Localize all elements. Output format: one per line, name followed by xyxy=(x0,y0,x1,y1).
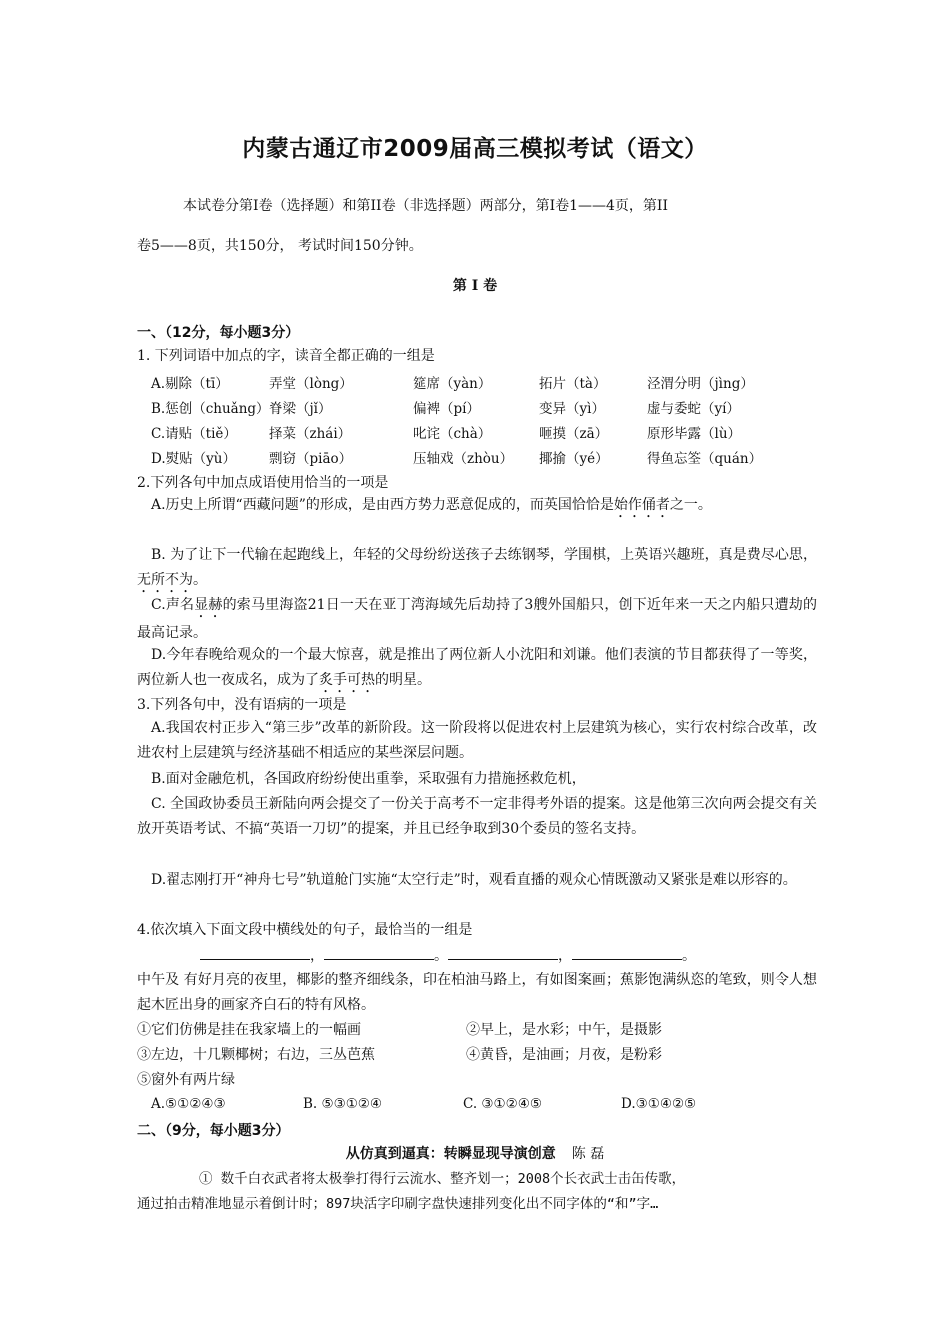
q4-choice-4: ④黄昏，是油画；月夜，是粉彩 xyxy=(466,1047,662,1063)
q3-stem: 3.下列各句中，没有语病的一项是 xyxy=(137,697,347,713)
q2-option-a xyxy=(137,493,817,521)
q1-c-word-3: 叱诧（chà） xyxy=(413,426,492,442)
q4-option-d: D.③①④②⑤ xyxy=(621,1096,697,1112)
q4-choice-5: ⑤窗外有两片绿 xyxy=(137,1072,235,1088)
q1-a-word-4: 拓片（tà） xyxy=(539,376,607,392)
q1-b-word-2: 脊梁（jǐ） xyxy=(269,401,332,417)
q1-a-word-5: 泾渭分明（jìng） xyxy=(647,376,754,392)
q2-a-tail: 之一。 xyxy=(669,497,712,513)
article-title xyxy=(0,1143,950,1163)
q2-b-text: B. 为了让下一代输在起跑线上，年轻的父母纷纷送孩子去练钢琴，学围棋，上英语兴趣班，真是费尽心思， xyxy=(151,547,817,563)
q1-d-word-4: 揶揄（yé） xyxy=(539,451,609,467)
q1-b-word-1: B.惩创（chuǎng） xyxy=(151,401,270,417)
q1-stem: 1. 下列词语中加点的字，读音全都正确的一组是 xyxy=(137,348,435,364)
q1-d-word-5: 得鱼忘筌（quán） xyxy=(647,451,763,467)
q1-c-word-4: 咂摸（zā） xyxy=(539,426,609,442)
q3-c-text: C. 全国政协委员王新陆向两会提交了一份关于高考不一定非得考外语的提案。这是他第三次向两会提交有关放开英语考试、不搞“英语一刀切”的提案，并且已经争取到30个委员的签名支持。 xyxy=(137,796,817,837)
q2-c-idiom: 显赫 xyxy=(194,597,223,613)
q2-stem: 2.下列各句中加点成语使用恰当的一项是 xyxy=(137,475,389,491)
q2-b-tail: 。 xyxy=(193,572,207,588)
q4-stem: 4.依次填入下面文段中横线处的句子，最恰当的一组是 xyxy=(137,922,473,938)
intro-line-2: 卷5——8页，共150分， 考试时间150分钟。 xyxy=(137,238,423,254)
q3-a-text: A.我国农村正步入“第三步”改革的新阶段。这一阶段将以促进农村上层建筑为核心，实行农村综合改革，改进农村上层建筑与经济基础不相适应的某些深层问题。 xyxy=(137,720,817,761)
q3-d-text: D.翟志刚打开“神舟七号”轨道舱门实施“太空行走”时，观看直播的观众心情既激动又紧张是难以形容的。 xyxy=(151,872,797,888)
q2-c-text: C.声名 xyxy=(151,597,195,613)
q4-passage: 中午及 有好月亮的夜里，椰影的整齐细线条，印在柏油马路上，有如图案画；蕉影饱满纵恣的笔致，则令人想起木匠出身的画家齐白石的特有风格。 xyxy=(137,972,817,1013)
q1-a-word-2: 弄堂（lòng） xyxy=(269,376,353,392)
q1-b-word-3: 偏裨（pí） xyxy=(413,401,480,417)
article-p1-line-2: 通过拍击精准地显示着倒计时；897块活字印刷字盘快速排列变化出不同字体的“和”字… xyxy=(137,1196,659,1212)
blank-sep-1: ， xyxy=(310,948,324,964)
q2-option-c xyxy=(137,593,817,646)
q1-b-word-5: 虚与委蛇（yí） xyxy=(647,401,740,417)
q2-a-text: A.历史上所谓“西藏问题”的形成，是由西方势力恶意促成的，而英国恰恰是 xyxy=(151,497,614,513)
q4-option-a: A.⑤①②④③ xyxy=(151,1096,226,1112)
q3-option-d xyxy=(137,868,817,893)
q2-option-d xyxy=(137,643,817,696)
q3-option-a xyxy=(137,716,817,766)
page-title: 内蒙古通辽市2009届高三模拟考试（语文） xyxy=(242,136,708,162)
q4-choice-3: ③左边，十几颗椰树；右边，三丛芭蕉 xyxy=(137,1047,375,1063)
intro-line-1: 本试卷分第Ⅰ卷（选择题）和第II卷（非选择题）两部分，第Ⅰ卷1——4页，第II xyxy=(183,198,668,214)
q4-choice-2: ②早上，是水彩；中午，是摄影 xyxy=(466,1022,662,1038)
q1-d-word-1: D.熨贴（yù） xyxy=(151,451,236,467)
q1-c-word-5: 原形毕露（lù） xyxy=(647,426,742,442)
section-2-heading: 二、（9分，每小题3分） xyxy=(137,1123,290,1139)
q2-b-idiom: 无所不为 xyxy=(137,572,193,588)
article-title-text: 从仿真到逼真：转瞬显现导演创意 xyxy=(345,1146,556,1162)
q2-d-text: D.今年春晚给观众的一个最大惊喜，就是推出了两位新人小沈阳和刘谦。他们表演的节目都获得了一等奖，两位新人也一夜成名，成为了 xyxy=(137,647,817,688)
blank-sep-2: 。 xyxy=(434,948,448,964)
q3-option-b xyxy=(137,767,817,792)
blank-3 xyxy=(448,945,558,960)
blank-4 xyxy=(572,945,682,960)
q1-a-word-3: 筵席（yàn） xyxy=(413,376,492,392)
blank-2 xyxy=(324,945,434,960)
q3-option-c xyxy=(137,792,817,842)
q2-c-tail: 的索马里海盗21日一天在亚丁湾海域先后劫持了3艘外国船只，创下近年来一天之内船只遭劫的最高记录。 xyxy=(137,597,817,641)
q4-option-b: B. ⑤③①②④ xyxy=(303,1096,383,1112)
q2-d-tail: 的明星。 xyxy=(375,672,431,688)
q4-choice-1: ①它们仿佛是挂在我家墙上的一幅画 xyxy=(137,1022,361,1038)
q1-c-word-2: 择菜（zhái） xyxy=(269,426,352,442)
q2-a-idiom: 始作俑者 xyxy=(613,497,670,513)
q1-c-word-1: C.请贴（tiě） xyxy=(151,426,237,442)
q2-option-b xyxy=(137,543,817,596)
blank-sep-4: 。 xyxy=(682,948,696,964)
q2-d-idiom: 炙手可热 xyxy=(319,672,375,688)
article-author: 陈 磊 xyxy=(571,1146,605,1162)
blank-1 xyxy=(200,945,310,960)
q3-b-text: B.面对金融危机，各国政府纷纷使出重拳，采取强有力措施拯救危机， xyxy=(151,771,586,787)
q1-a-word-1: A.剔除（tī） xyxy=(151,376,229,392)
q1-b-word-4: 变异（yì） xyxy=(539,401,605,417)
q1-d-word-2: 剽窃（piāo） xyxy=(269,451,353,467)
section-1-heading: 一、（12分，每小题3分） xyxy=(137,325,300,341)
article-p1-line-1: ① 数千白衣武者将太极拳打得行云流水、整齐划一；2008个长衣武士击缶传歌， xyxy=(199,1171,686,1187)
blank-sep-3: ， xyxy=(558,948,572,964)
q4-option-c: C. ③①②④⑤ xyxy=(463,1096,542,1112)
part-heading: 第 Ⅰ 卷 xyxy=(452,278,498,294)
q4-blanks xyxy=(200,944,820,968)
q1-d-word-3: 压轴戏（zhòu） xyxy=(413,451,514,467)
